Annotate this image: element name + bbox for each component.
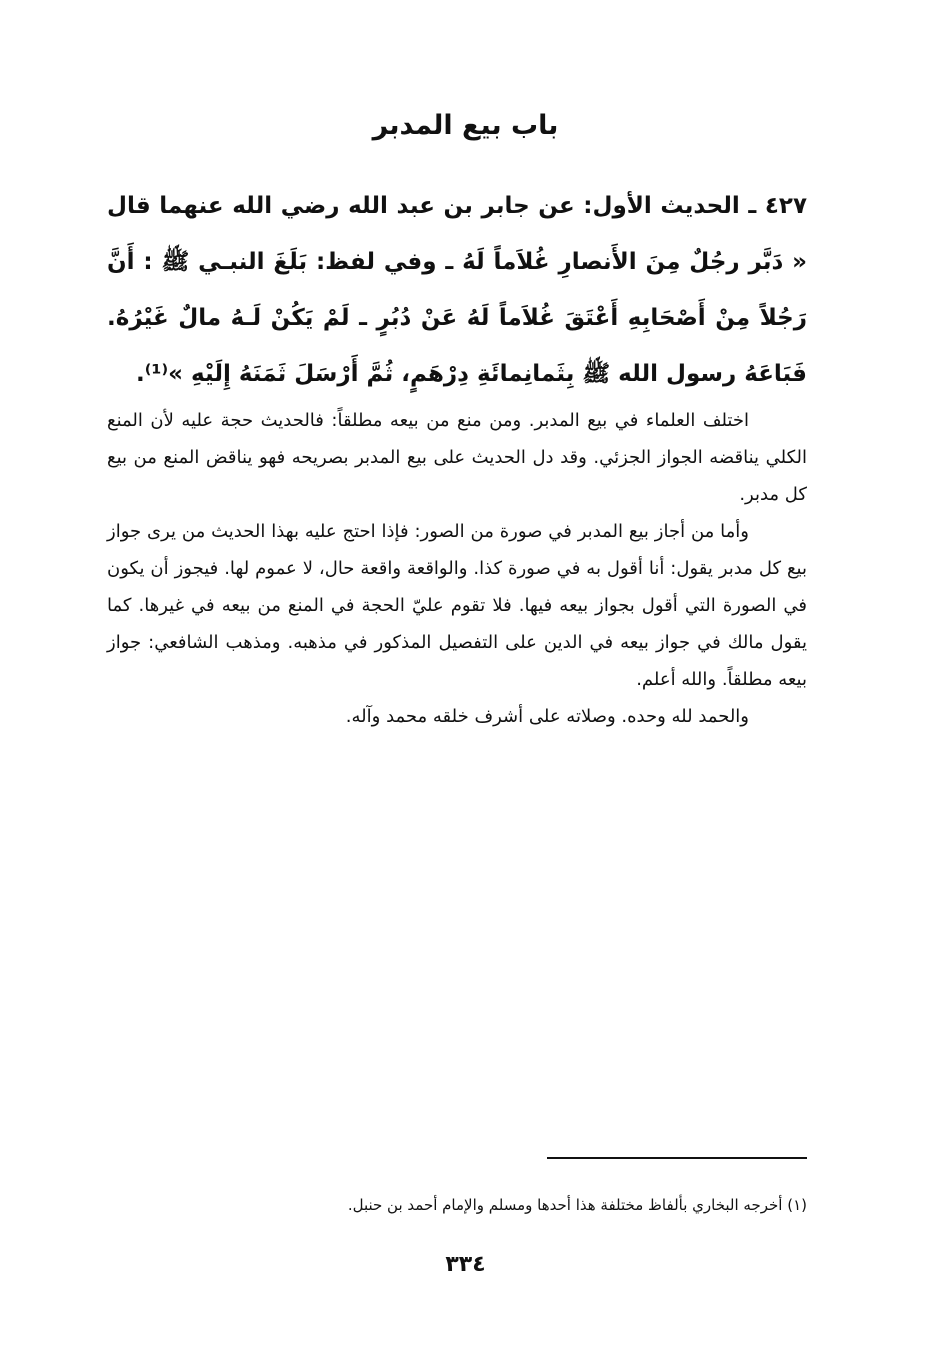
page-number: ٣٣٤	[445, 1252, 486, 1277]
hadith-number: ٤٢٧	[764, 193, 807, 219]
footnote: (١) أخرجه البخاري بألفاظ مختلفة هذا أحدها ومسلم والإمام أحمد بن حنبل.	[347, 1196, 807, 1214]
commentary-block	[107, 402, 807, 735]
commentary-paragraph-1: اختلف العلماء في بيع المدبر. ومن منع من بيعه مطلقاً: فالحديث حجة عليه لأن المنع الكلي يناقضه الجواز الجزئي. وقد دل الحديث على بيع المدبر بصريحه فهو يناقض المنع من بيع كل مدبر.	[107, 410, 807, 505]
chapter-title: باب بيع المدبر	[372, 110, 559, 141]
commentary-paragraph-2: وأما من أجاز بيع المدبر في صورة من الصور: فإذا احتج عليه بهذا الحديث من يرى جواز بيع كل مدبر يقول: أنا أقول به في صورة كذا. والواقعة واقعة حال، لا عموم لها. فيجوز أن يكون في الصورة التي أقول بجواز بيعه فيها. فلا تقوم عليّ الحجة في المنع من بيعه في غيرها. كما يقول مالك في جواز بيعه في الدين على التفصيل المذكور في مذهبه. ومذهب الشافعي: جواز بيعه مطلقاً. والله أعلم.	[107, 521, 807, 690]
footnote-separator	[547, 1157, 807, 1159]
hadith-text: ـ الحديث الأول: عن جابر بن عبد الله رضي الله عنهما قال « دَبَّر رجُلٌ مِنَ الأَنصارِ غُلاَماً لَهُ ـ وفي لفظ: بَلَغَ النبـي ﷺ : أَنَّ رَجُلاً مِنْ أَصْحَابِهِ أَعْتَقَ غُلاَماً لَهُ عَنْ دُبُرٍ ـ لَمْ يَكُنْ لَـهُ مالٌ غَيْرُهُ. فَبَاعَهُ رسول الله ﷺ بِثَمانِمائَةِ دِرْهَمٍ، ثُمَّ أَرْسَلَ ثَمَنَهُ إِلَيْهِ »⁽¹⁾.	[107, 193, 807, 387]
hadith-block	[107, 178, 807, 402]
commentary-paragraph-3: والحمد لله وحده. وصلاته على أشرف خلقه محمد وآله.	[345, 706, 749, 727]
